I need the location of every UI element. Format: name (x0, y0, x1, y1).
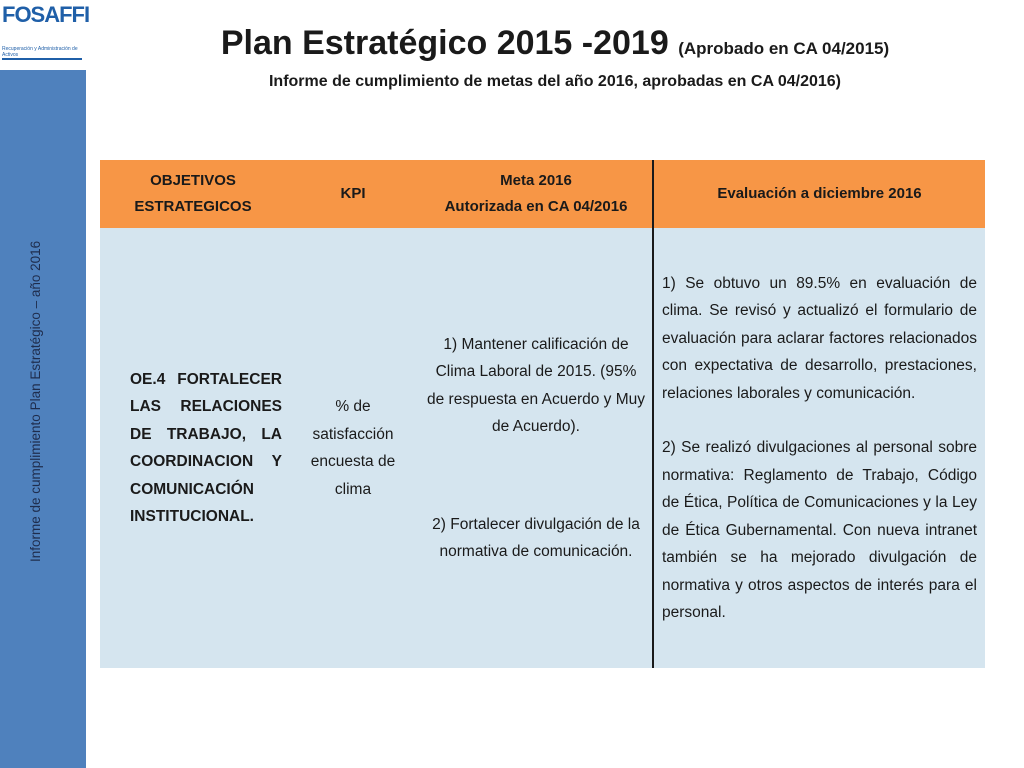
fosaffi-logo (0, 0, 90, 70)
page-subtitle: Informe de cumplimiento de metas del año 2016, aprobadas en CA 04/2016) (268, 73, 842, 90)
page-title-main: Plan Estratégico 2015 -2019 (220, 24, 679, 62)
cell-meta (420, 228, 653, 668)
goals-table (100, 160, 985, 668)
logo-underline (2, 58, 82, 60)
page-title (86, 24, 1024, 63)
evaluacion-item-1: 1) Se obtuvo un 89.5% en evaluación de clima. Se revisó y actualizó el formulario de evaluación para aclarar factores relacionados con expectativa de desarrollo, prestaciones, relaciones laborales y comunicación. (662, 274, 977, 402)
page-title-note: (Aprobado en CA 04/2015) (678, 39, 890, 58)
meta-spacer (426, 441, 646, 511)
evaluacion-spacer (662, 407, 977, 434)
sidebar-bar (0, 0, 86, 768)
table-header-row (100, 160, 985, 228)
logo-wordmark: FOSAFFI (2, 2, 90, 27)
table-row (100, 228, 985, 668)
header-evaluacion: Evaluación a diciembre 2016 (653, 160, 985, 228)
header-meta-line2: Autorizada en CA 04/2016 (444, 198, 628, 215)
header-meta-line1: Meta 2016 (500, 172, 572, 189)
header-kpi: KPI (286, 160, 420, 228)
cell-objetivo: OE.4 FORTALECER LAS RELACIONES DE TRABAJO, LA COORDINACION Y COMUNICACIÓN INSTITUCIONAL. (100, 228, 286, 668)
evaluacion-item-2: 2) Se realizó divulgaciones al personal sobre normativa: Reglamento de Trabajo, Código de Ética, Política de Comunicaciones y la Ley de Ética Gubernamental. Con nueva intranet también se ha mejorado divulgación de normativa y otros aspectos de interés para el personal. (662, 439, 977, 621)
header-meta (420, 160, 653, 228)
header-objetivos: OBJETIVOS ESTRATEGICOS (100, 160, 286, 228)
cell-evaluacion (653, 228, 985, 668)
logo-tagline: Recuperación y Administración de Activos (2, 46, 78, 58)
meta-item-2: 2) Fortalecer divulgación de la normativa de comunicación. (432, 515, 640, 560)
sidebar-vertical-caption: Informe de cumplimiento Plan Estratégico – año 2016 (28, 240, 43, 562)
meta-item-1: 1) Mantener calificación de Clima Laboral de 2015. (95% de respuesta en Acuerdo y Muy de Acuerdo). (427, 335, 645, 435)
cell-kpi: % de satisfacción encuesta de clima (286, 228, 420, 668)
